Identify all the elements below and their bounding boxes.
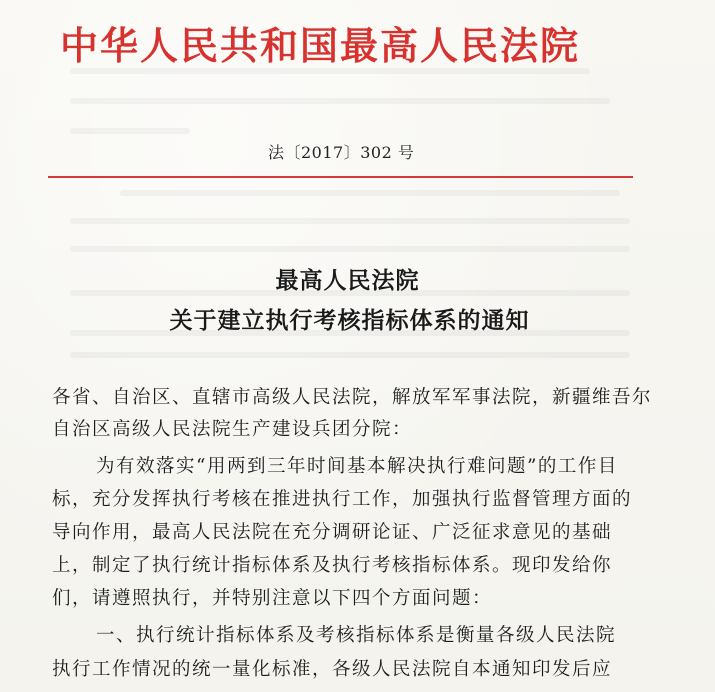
bleed-through-mark [70,218,630,224]
paragraph-2-line-1: 一、执行统计指标体系及考核指标体系是衡量各级人民法院 [96,625,617,646]
document-title-line-2: 关于建立执行考核指标体系的通知 [169,308,530,334]
court-header-title: 中华人民共和国最高人民法院 [60,24,581,68]
bleed-through-mark [70,128,190,134]
red-divider-line [48,176,633,178]
paragraph-1-line-2: 标，充分发挥执行考核在推进执行工作，加强执行监督管理方面的 [52,489,633,510]
paragraph-1-line-1: 为有效落实“用两到三年时间基本解决执行难问题”的工作目 [96,456,618,477]
document-number: 法〔2017〕302 号 [268,143,415,162]
paragraph-1-line-4: 上，制定了执行统计指标体系及执行考核指标体系。现印发给你 [52,555,613,576]
addressee-line-1: 各省、自治区、直辖市高级人民法院，解放军军事法院，新疆维吾尔 [52,387,653,408]
addressee-line-2: 自治区高级人民法院生产建设兵团分院： [52,419,413,440]
paragraph-1-line-5: 们，请遵照执行，并特别注意以下四个方面问题： [52,588,493,609]
bleed-through-mark [70,98,610,104]
bleed-through-mark [70,246,630,252]
document-title-line-1: 最高人民法院 [275,268,420,294]
paragraph-1-line-3: 导向作用，最高人民法院在充分调研论证、广泛征求意见的基础 [52,522,613,543]
paragraph-2-line-2: 执行工作情况的统一量化标准，各级人民法院自本通知印发后应 [52,659,613,680]
bleed-through-mark [120,190,620,196]
bleed-through-mark [70,352,630,358]
